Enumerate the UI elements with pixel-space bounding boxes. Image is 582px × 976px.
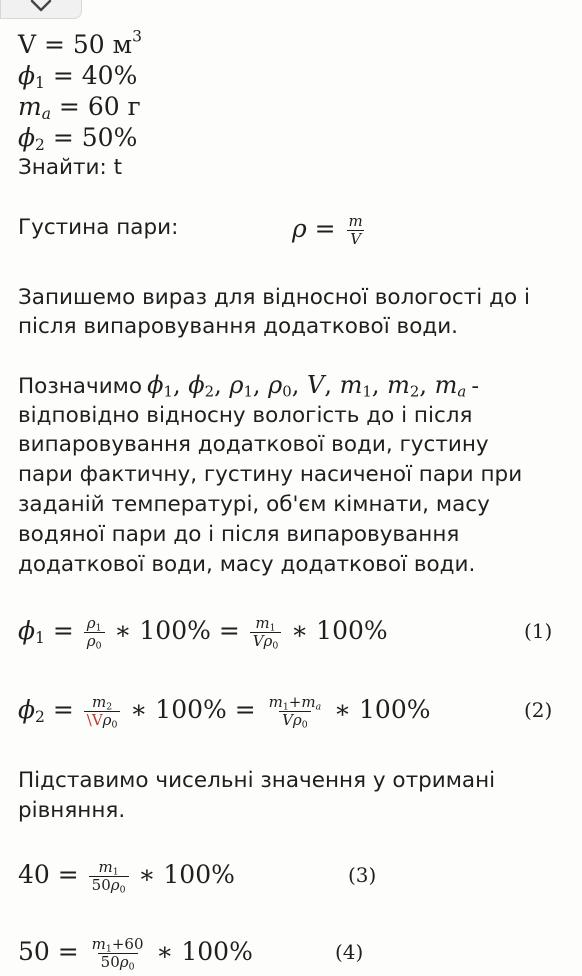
density-formula: ρ = $\frac{m}{V}$ [292,212,363,248]
paragraph-line: водяної пари до і після випаровування [18,522,460,547]
equation-2-number: (2) [524,698,553,722]
paragraph-line: відповідно відносну вологість до і після [18,403,473,428]
paragraph-line: Запишемо вираз для відносної вологості до і [18,285,530,310]
given-volume: V = 50 $м^3$ [18,27,142,59]
equation-2: $\phi_2$ = $\frac{m_2}{\backslash V\rho_0}$ ∗ 100% = $\frac{m_1+m_a}{V\rho_0}$ ∗ 100% [18,693,431,731]
paragraph-line: рівняння. [18,798,126,823]
given-mass: $m_a = 60$ г [18,92,141,123]
density-label: Густина пари: [18,215,179,240]
paragraph-line: випаровування додаткової води, густину [18,432,489,457]
chevron-down-icon [29,0,53,13]
notation-line: Позначимо $\phi_1$, $\phi_2$, $\rho_1$, $\rho_0$, V, $m_1$, $m_2$, $m_a$ - [18,371,480,401]
paragraph-line: додаткової води, масу додаткової води. [18,552,476,577]
top-bar [0,0,582,22]
paragraph-line: Підставимо чисельні значення у отримані [18,768,496,793]
paragraph-line: пари фактичну, густину насиченої пари при [18,462,523,487]
given-phi1: $\phi_1 = 40\%$ [18,61,138,92]
equation-4: 50 = $\frac{m_1+60}{50\rho_0}$ ∗ 100% [18,935,253,973]
equation-4-number: (4) [335,940,364,964]
equation-3-number: (3) [348,863,377,887]
paragraph-line: після випаровування додаткової води. [18,314,459,339]
paragraph-line: заданій температурі, об'єм кімнати, масу [18,492,490,517]
equation-1: $\phi_1$ = $\frac{\rho_1}{\rho_0}$ ∗ 100% = $\frac{m_1}{V\rho_0}$ ∗ 100% [18,614,388,652]
equation-3: 40 = $\frac{m_1}{50\rho_0}$ ∗ 100% [18,858,235,896]
collapse-button[interactable] [0,0,82,19]
find-label: Знайти: t [18,155,122,180]
equation-1-number: (1) [524,619,553,643]
given-phi2: $\phi_2 = 50\%$ [18,123,138,154]
